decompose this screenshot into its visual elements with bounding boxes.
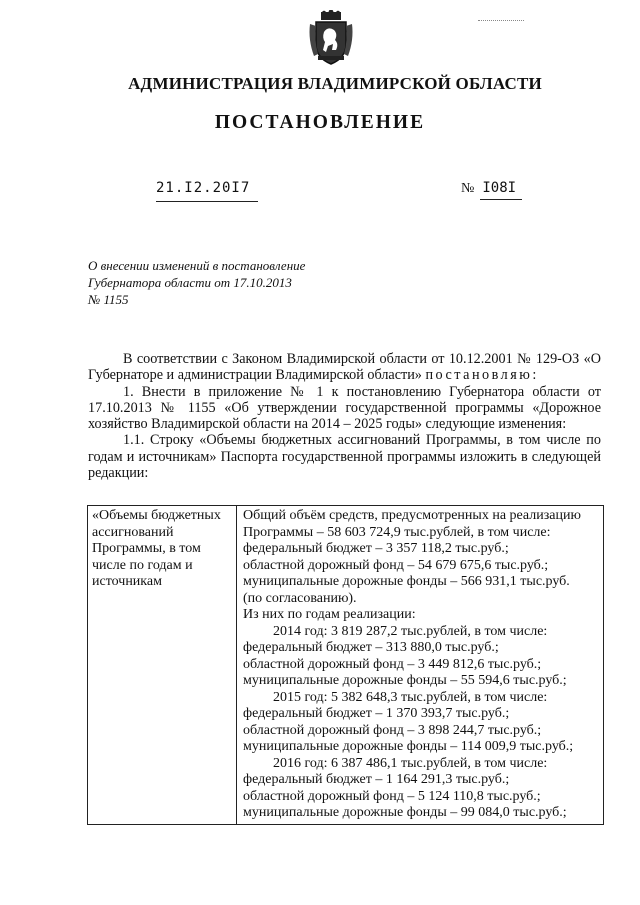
corner-mark (478, 20, 524, 24)
budget-table (87, 505, 604, 825)
document-type: ПОСТАНОВЛЕНИЕ (214, 112, 426, 133)
value-line: областной дорожный фонд – 5 124 110,8 тыс.руб.; (243, 788, 541, 804)
value-line: муниципальные дорожные фонды – 55 594,6 тыс.руб.; (243, 673, 567, 688)
document-body (88, 351, 601, 481)
value-line: муниципальные дорожные фонды – 99 084,0 тыс.руб.; (243, 805, 567, 820)
table-cell-label (88, 506, 237, 825)
value-line: федеральный бюджет – 313 880,0 тыс.руб.; (243, 640, 499, 655)
document-subject (88, 257, 388, 308)
label-line: числе по годам и (92, 557, 193, 573)
table-row (88, 506, 604, 825)
number-sign: № (461, 181, 475, 196)
label-line: источникам (92, 574, 162, 589)
label-line: Программы, в том (92, 541, 201, 556)
subject-line: № 1155 (88, 292, 129, 307)
value-line: федеральный бюджет – 1 164 291,3 тыс.руб.; (243, 772, 510, 787)
paragraph-item-1: 1. Внести в приложение № 1 к постановлению Губернатора области от 17.10.2013 № 1155 «Об утверждении государственной программы «Дорожное хозяйство Владимирской области на 2014 – 2025 годы» следующие изменения: (88, 383, 601, 433)
organization-name: АДМИНИСТРАЦИЯ ВЛАДИМИРСКОЙ ОБЛАСТИ (128, 74, 542, 93)
value-line: муниципальные дорожные фонды – 114 009,9 тыс.руб.; (243, 739, 574, 754)
subject-line: О внесении изменений в постановление (88, 258, 306, 273)
value-line: (по согласованию). (243, 590, 357, 606)
value-line: Программы – 58 603 724,9 тыс.рублей, в том числе: (243, 524, 551, 540)
document-date-field (156, 179, 258, 202)
value-line: Общий объём средств, предусмотренных на реализацию (243, 508, 581, 523)
value-line: 2016 год: 6 387 486,1 тыс.рублей, в том числе: (273, 755, 548, 771)
value-line: Из них по годам реализации: (243, 607, 416, 622)
value-line: федеральный бюджет – 3 357 118,2 тыс.руб.; (243, 541, 509, 556)
table-cell-values (237, 506, 604, 825)
value-line: федеральный бюджет – 1 370 393,7 тыс.руб.; (243, 706, 510, 721)
value-line: 2015 год: 5 382 648,3 тыс.рублей, в том числе: (273, 689, 548, 705)
preamble-text: В соответствии с Законом Владимирской области от 10.12.2001 № 129-ОЗ «О Губернаторе и администрации Владимирской области» (88, 351, 601, 384)
document-date: 21.I2.20I7 (156, 180, 251, 196)
decree-word: постановляю: (425, 367, 539, 384)
value-line: областной дорожный фонд – 3 449 812,6 тыс.руб.; (243, 656, 542, 672)
document-number: I08I (480, 180, 522, 200)
paragraph-preamble (88, 351, 601, 384)
value-line: областной дорожный фонд – 54 679 675,6 тыс.руб.; (243, 557, 549, 573)
subject-line: Губернатора области от 17.10.2013 (88, 275, 292, 290)
label-line: ассигнований (92, 524, 174, 540)
label-line: «Объемы бюджетных (92, 508, 221, 523)
coat-of-arms-icon (308, 10, 354, 66)
value-line: 2014 год: 3 819 287,2 тыс.рублей, в том числе: (273, 623, 548, 639)
value-line: муниципальные дорожные фонды – 566 931,1 тыс.руб. (243, 574, 570, 589)
value-line: областной дорожный фонд – 3 898 244,7 тыс.руб.; (243, 722, 542, 738)
document-number-field (461, 179, 522, 200)
paragraph-item-1-1: 1.1. Строку «Объемы бюджетных ассигнований Программы, в том числе по годам и источникам» Паспорта государственной программы изложить в следующей редакции: (88, 432, 601, 482)
